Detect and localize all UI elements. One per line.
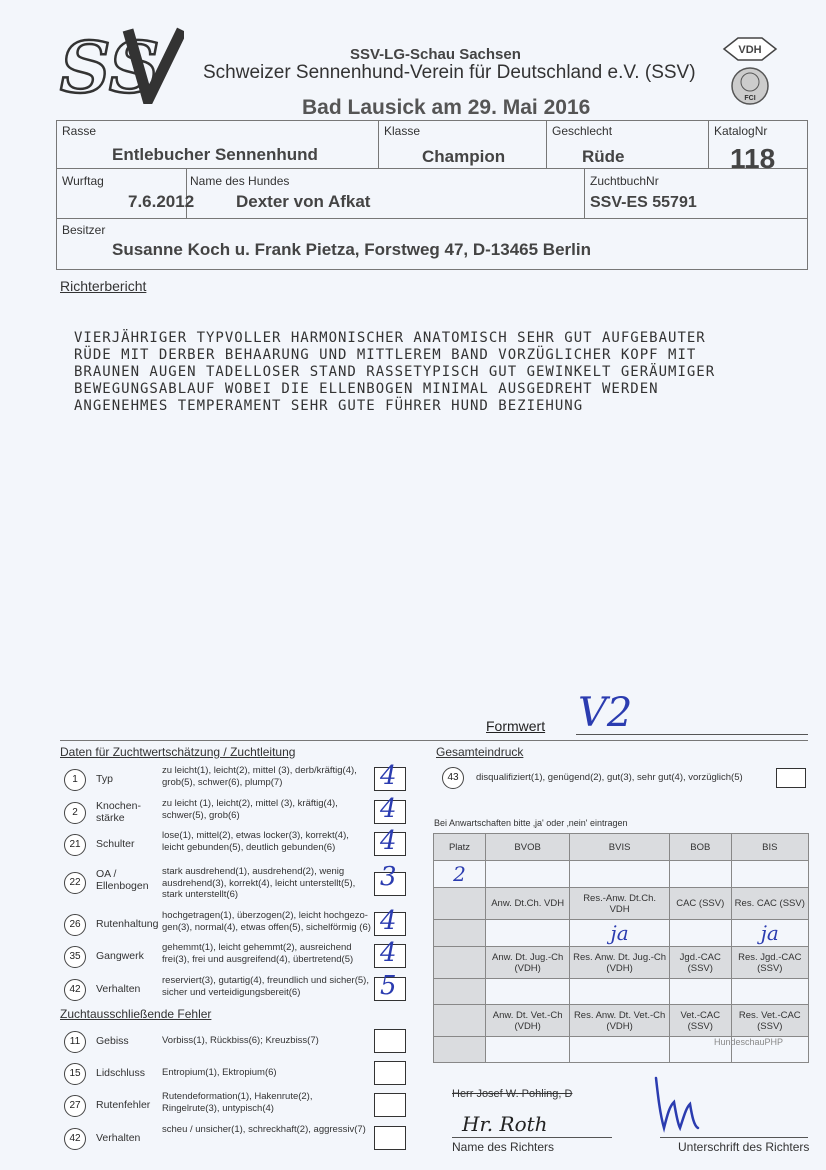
- printed-judge-name: Herr Josef W. Pohling, D: [452, 1088, 573, 1100]
- table-cell: Res.-Anw. Dt.Ch. VDH: [570, 888, 670, 920]
- organization-name: Schweizer Sennenhund-Verein für Deutschland e.V. (SSV): [203, 62, 696, 83]
- vdh-logo: [722, 36, 778, 62]
- criterion-row: [64, 761, 410, 797]
- table-cell: [434, 888, 486, 920]
- ssv-logo: [58, 26, 184, 104]
- criterion-desc: zu leicht(1), leicht(2), mittel (3), derb/kräftig(4), grob(5), schwer(6), plump(7): [162, 765, 357, 788]
- criterion-row: [64, 826, 410, 862]
- table-header: BVIS: [570, 834, 670, 861]
- fault-box[interactable]: [374, 1029, 406, 1053]
- criterion-name: Typ: [96, 773, 113, 785]
- fault-row: [64, 1059, 410, 1091]
- fault-name: Gebiss: [96, 1035, 129, 1047]
- score-value: 5: [380, 971, 397, 1001]
- zucht-title: Daten für Zuchtwertschätzung / Zuchtleitung: [60, 745, 296, 759]
- criterion-desc: gehemmt(1), leicht gehemmt(2), ausreichend frei(3), frei und ausgreifend(4), übertretend(5): [162, 942, 354, 965]
- fault-name: Verhalten: [96, 1132, 141, 1144]
- table-cell: [434, 979, 486, 1005]
- score-value: 4: [380, 938, 397, 968]
- formwert-line: [576, 734, 808, 735]
- criterion-name: Gangwerk: [96, 950, 144, 962]
- table-cell: Res. CAC (SSV): [731, 888, 808, 920]
- fci-logo: [730, 66, 770, 106]
- zuchtbuch-label: ZuchtbuchNr: [590, 174, 659, 188]
- svg-text:SS: SS: [60, 26, 160, 104]
- gesamt-number: 43: [442, 767, 464, 789]
- criterion-desc: hochgetragen(1), überzogen(2), leicht hochgezo-gen(3), normal(4), etwas offen(5), sichelförmig (6): [162, 910, 371, 933]
- score-value: 3: [380, 862, 397, 892]
- gesamt-desc: disqualifiziert(1), genügend(2), gut(3), sehr gut(4), vorzüglich(5): [476, 772, 743, 783]
- platz-cell[interactable]: [434, 861, 486, 888]
- entry-cell[interactable]: [486, 861, 570, 888]
- wurftag-label: Wurftag: [62, 174, 104, 188]
- anwartschaft-note: Bei Anwartschaften bitte ‚ja' oder ‚nein' eintragen: [434, 818, 628, 828]
- fault-desc: Vorbiss(1), Rückbiss(6); Kreuzbiss(7): [162, 1035, 319, 1046]
- criterion-number: 1: [64, 769, 86, 791]
- fault-box[interactable]: [374, 1093, 406, 1117]
- klasse-label: Klasse: [384, 124, 421, 138]
- entry-cell[interactable]: [570, 979, 670, 1005]
- criterion-name: Knochen-stärke: [96, 800, 141, 824]
- watermark: HundeschauPHP: [714, 1037, 784, 1047]
- report-line: VIERJÄHRIGER TYPVOLLER HARMONISCHER ANATOMISCH SEHR GUT AUFGEBAUTER: [74, 330, 706, 346]
- fault-box[interactable]: [374, 1061, 406, 1085]
- table-cell: Res. Vet.-CAC (SSV): [731, 1005, 808, 1037]
- event-title: Bad Lausick am 29. Mai 2016: [302, 96, 591, 119]
- entry-cell[interactable]: [570, 1037, 670, 1063]
- entry-cell[interactable]: [669, 861, 731, 888]
- fault-row: [64, 1027, 410, 1059]
- entry-cell[interactable]: [731, 861, 808, 888]
- fault-desc: Rutendeformation(1), Hakenrute(2), Ringelrute(3), untypisch(4): [162, 1091, 313, 1114]
- judge-name-label: Name des Richters: [452, 1140, 555, 1154]
- rasse-label: Rasse: [62, 124, 97, 138]
- report-line: ANGENEHMES TEMPERAMENT SEHR GUTE FÜHRER HUND BEZIEHUNG: [74, 398, 584, 414]
- fault-desc: Entropium(1), Ektropium(6): [162, 1067, 277, 1078]
- criterion-number: 35: [64, 946, 86, 968]
- entry-cell[interactable]: [486, 920, 570, 947]
- criterion-number: 21: [64, 834, 86, 856]
- report-line: BEWEGUNGSABLAUF WOBEI DIE ELLENBOGEN MINIMAL AUSGEDREHT WERDEN: [74, 381, 659, 397]
- criterion-number: 22: [64, 872, 86, 894]
- wurftag-value: 7.6.2012: [128, 192, 195, 211]
- besitzer-label: Besitzer: [62, 223, 106, 237]
- judge-signature: [650, 1066, 720, 1136]
- criterion-name: Rutenhaltung: [96, 918, 159, 930]
- entry-cell[interactable]: [486, 1037, 570, 1063]
- criterion-name: OA / Ellenbogen: [96, 868, 149, 892]
- table-cell: Anw. Dt. Vet.-Ch (VDH): [486, 1005, 570, 1037]
- platz-value: 2: [453, 862, 466, 886]
- fault-number: 42: [64, 1128, 86, 1150]
- zuchtbuch-value: SSV-ES 55791: [590, 194, 697, 211]
- criterion-number: 42: [64, 979, 86, 1001]
- katalog-label: KatalogNr: [714, 124, 768, 138]
- name-label: Name des Hundes: [190, 174, 290, 188]
- criterion-number: 2: [64, 802, 86, 824]
- formwert-value: V2: [578, 690, 633, 736]
- criterion-desc: lose(1), mittel(2), etwas locker(3), korrekt(4), leicht gebunden(5), deutlich gebunden(6): [162, 830, 349, 853]
- criterion-row: [64, 906, 410, 942]
- table-cell: [434, 920, 486, 947]
- svg-text:VDH: VDH: [738, 44, 762, 56]
- score-value: 4: [380, 761, 397, 791]
- fault-number: 11: [64, 1031, 86, 1053]
- table-cell: [434, 947, 486, 979]
- geschlecht-value: Rüde: [582, 147, 625, 166]
- table-header: Platz: [434, 834, 486, 861]
- fault-name: Rutenfehler: [96, 1099, 151, 1111]
- entry-cell[interactable]: [669, 920, 731, 947]
- fault-name: Lidschluss: [96, 1067, 146, 1079]
- judge-report: [74, 330, 794, 415]
- criterion-name: Schulter: [96, 838, 135, 850]
- criterion-name: Verhalten: [96, 983, 141, 995]
- criterion-row: [64, 794, 410, 830]
- fault-desc: scheu / unsicher(1), schreckhaft(2), aggressiv(7): [162, 1124, 366, 1135]
- table-header: BIS: [731, 834, 808, 861]
- anwartschaft-table: [433, 833, 809, 1063]
- klasse-value: Champion: [422, 147, 506, 166]
- entry-cell[interactable]: [731, 920, 808, 947]
- criterion-row: [64, 971, 410, 1007]
- entry-cell[interactable]: [570, 861, 670, 888]
- criterion-desc: zu leicht (1), leicht(2), mittel (3), kräftig(4), schwer(5), grob(6): [162, 798, 338, 821]
- score-value: 4: [380, 794, 397, 824]
- rasse-value: Entlebucher Sennenhund: [112, 145, 318, 164]
- bis-entry: ja: [760, 921, 779, 945]
- fault-number: 27: [64, 1095, 86, 1117]
- svg-text:FCI: FCI: [744, 95, 756, 102]
- score-value: 4: [380, 906, 397, 936]
- fault-number: 15: [64, 1063, 86, 1085]
- entry-cell[interactable]: [731, 979, 808, 1005]
- gesamt-title: Gesamteindruck: [436, 745, 524, 759]
- criterion-number: 26: [64, 914, 86, 936]
- dog-name-value: Dexter von Afkat: [236, 192, 371, 211]
- gesamt-box[interactable]: [776, 768, 806, 788]
- table-cell: Anw. Dt. Jug.-Ch (VDH): [486, 947, 570, 979]
- report-line: BRAUNEN AUGEN TADELLOSER STAND RASSETYPISCH GUT GEWINKELT GERÄUMIGER: [74, 364, 716, 380]
- report-title: Richterbericht: [60, 278, 147, 294]
- fault-box[interactable]: [374, 1126, 406, 1150]
- handwritten-judge-name: Hr. Roth: [462, 1112, 548, 1136]
- judge-signature-label: Unterschrift des Richters: [678, 1140, 810, 1154]
- geschlecht-label: Geschlecht: [552, 124, 613, 138]
- fehler-title: Zuchtausschließende Fehler: [60, 1007, 212, 1021]
- table-cell: [434, 1037, 486, 1063]
- criterion-desc: stark ausdrehend(1), ausdrehend(2), wenig ausdrehend(3), korrekt(4), leicht unterstellt(5), stark unterstellt(6): [162, 866, 356, 900]
- besitzer-value: Susanne Koch u. Frank Pietza, Forstweg 47, D-13465 Berlin: [112, 240, 591, 259]
- score-value: 4: [380, 826, 397, 856]
- table-cell: Jgd.-CAC (SSV): [669, 947, 731, 979]
- table-cell: CAC (SSV): [669, 888, 731, 920]
- table-cell: [434, 1005, 486, 1037]
- bvis-entry: ja: [610, 921, 629, 945]
- entry-cell[interactable]: [486, 979, 570, 1005]
- table-header: BVOB: [486, 834, 570, 861]
- fault-row: [64, 1091, 410, 1123]
- report-line: RÜDE MIT DERBER BEHAARUNG UND MITTLEREM BAND VORZÜGLICHER KOPF MIT: [74, 347, 697, 363]
- entry-cell[interactable]: [669, 979, 731, 1005]
- criterion-desc: reserviert(3), gutartig(4), freundlich und sicher(5), sicher und verteidigungsbereit(6): [162, 975, 369, 998]
- event-subtitle: SSV-LG-Schau Sachsen: [350, 46, 521, 63]
- katalog-value: 118: [730, 143, 776, 174]
- criterion-row: [64, 938, 410, 974]
- table-cell: Res. Anw. Dt. Vet.-Ch (VDH): [570, 1005, 670, 1037]
- table-cell: Res. Jgd.-CAC (SSV): [731, 947, 808, 979]
- entry-cell[interactable]: [570, 920, 670, 947]
- table-cell: Anw. Dt.Ch. VDH: [486, 888, 570, 920]
- table-cell: Res. Anw. Dt. Jug.-Ch (VDH): [570, 947, 670, 979]
- formwert-label: Formwert: [486, 718, 546, 734]
- criterion-row: [64, 862, 410, 906]
- table-cell: Vet.-CAC (SSV): [669, 1005, 731, 1037]
- fault-row: [64, 1124, 410, 1156]
- table-header: BOB: [669, 834, 731, 861]
